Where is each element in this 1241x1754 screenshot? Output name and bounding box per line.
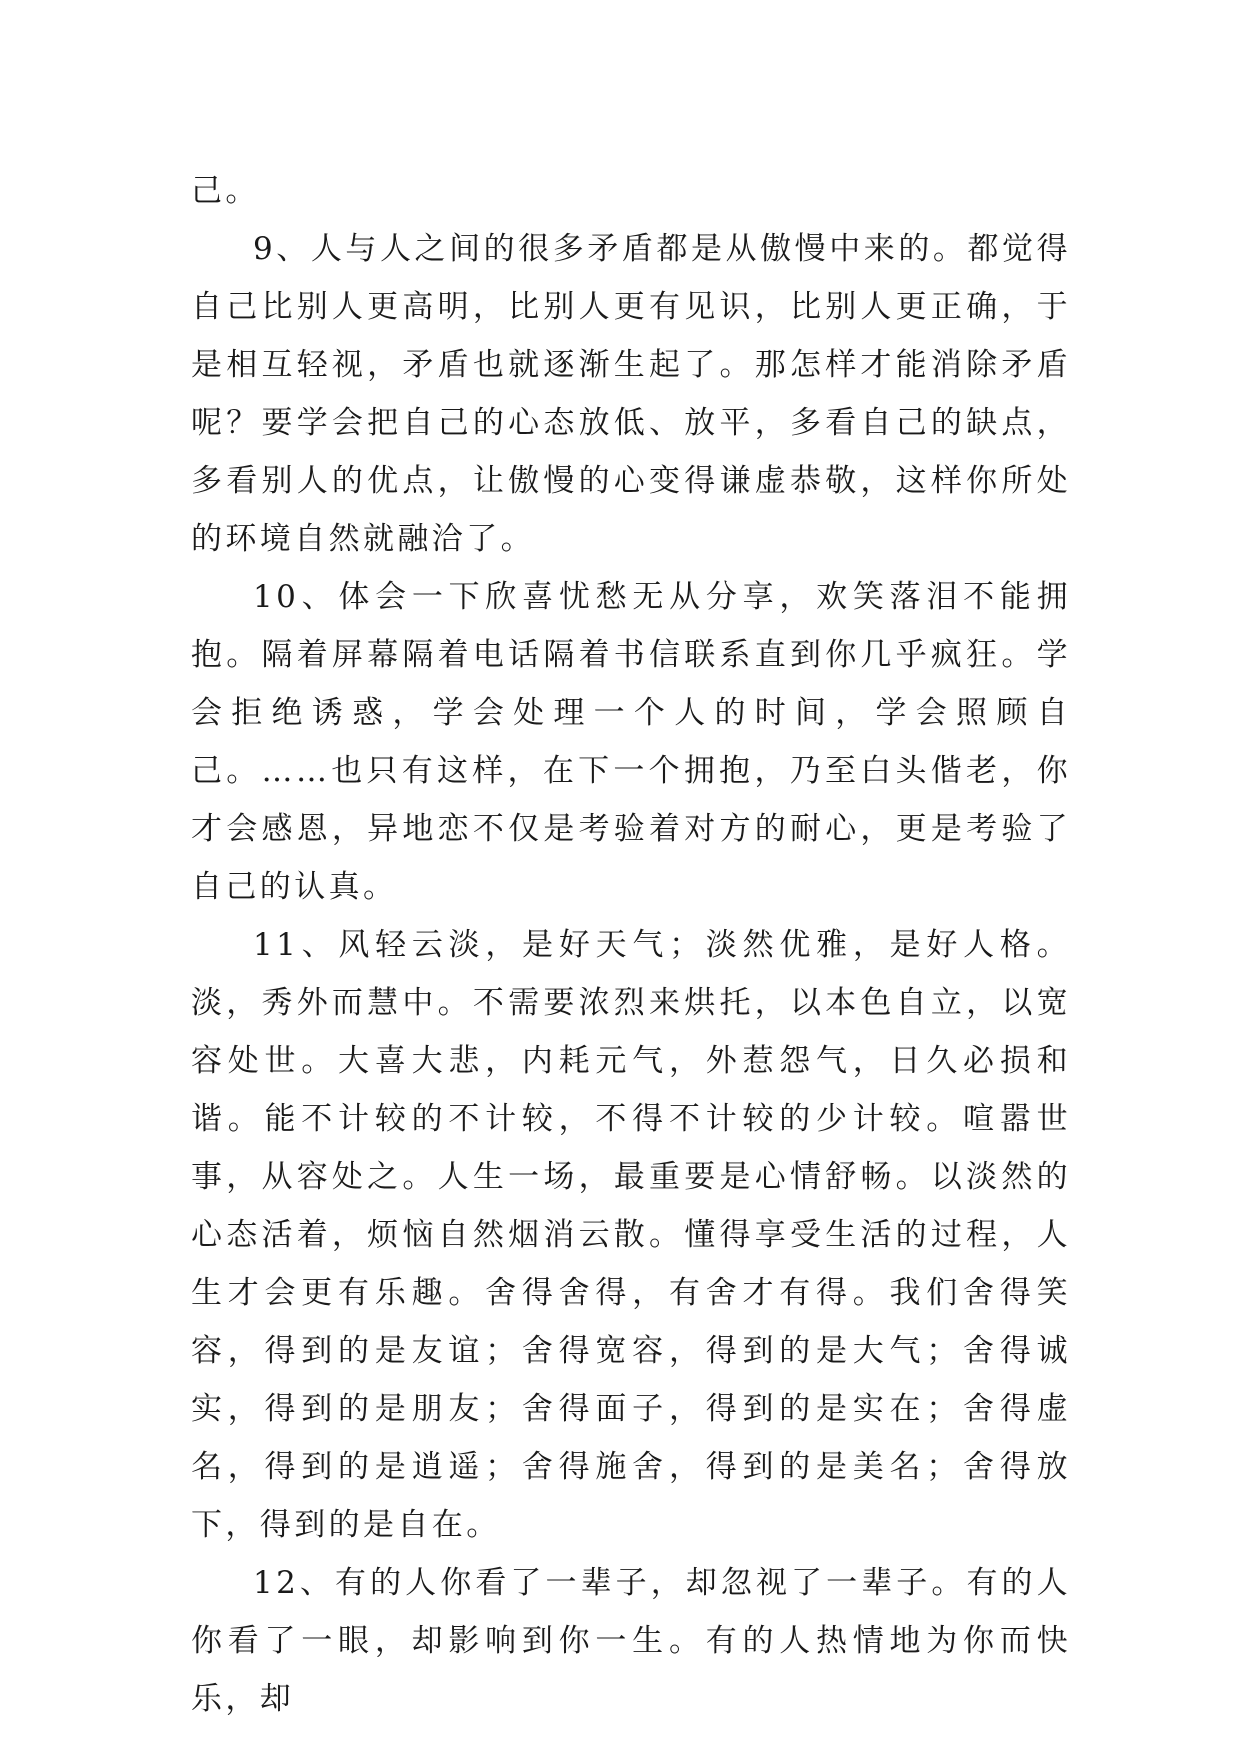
paragraph-12: 12、有的人你看了一辈子，却忽视了一辈子。有的人你看了一眼，却影响到你一生。有的人热情地为你而快乐，却	[191, 1565, 1071, 1717]
paragraph-11: 11、风轻云淡，是好天气；淡然优雅，是好人格。淡，秀外而慧中。不需要浓烈来烘托，以本色自立，以宽容处世。大喜大悲，内耗元气，外惹怨气，日久必损和谐。能不计较的不计较，不得不计较的少计较。喧嚣世事，从容处之。人生一场，最重要是心情舒畅。以淡然的心态活着，烦恼自然烟消云散。懂得享受生活的过程，人生才会更有乐趣。舍得舍得，有舍才有得。我们舍得笑容，得到的是友谊；舍得宽容，得到的是大气；舍得诚实，得到的是朋友；舍得面子，得到的是实在；舍得虚名，得到的是逍遥；舍得施舍，得到的是美名；舍得放下，得到的是自在。	[191, 927, 1071, 1543]
document-body	[191, 162, 1071, 1728]
paragraph-continuation: 己。	[191, 173, 260, 209]
paragraph-9: 9、人与人之间的很多矛盾都是从傲慢中来的。都觉得自己比别人更高明，比别人更有见识，比别人更正确，于是相互轻视，矛盾也就逐渐生起了。那怎样才能消除矛盾呢？要学会把自己的心态放低、放平，多看自己的缺点，多看别人的优点，让傲慢的心变得谦虚恭敬，这样你所处的环境自然就融洽了。	[191, 231, 1071, 557]
paragraph-10: 10、体会一下欣喜忧愁无从分享，欢笑落泪不能拥抱。隔着屏幕隔着电话隔着书信联系直到你几乎疯狂。学会拒绝诱惑，学会处理一个人的时间，学会照顾自己。……也只有这样，在下一个拥抱，乃至白头偕老，你才会感恩，异地恋不仅是考验着对方的耐心，更是考验了自己的认真。	[191, 579, 1071, 905]
